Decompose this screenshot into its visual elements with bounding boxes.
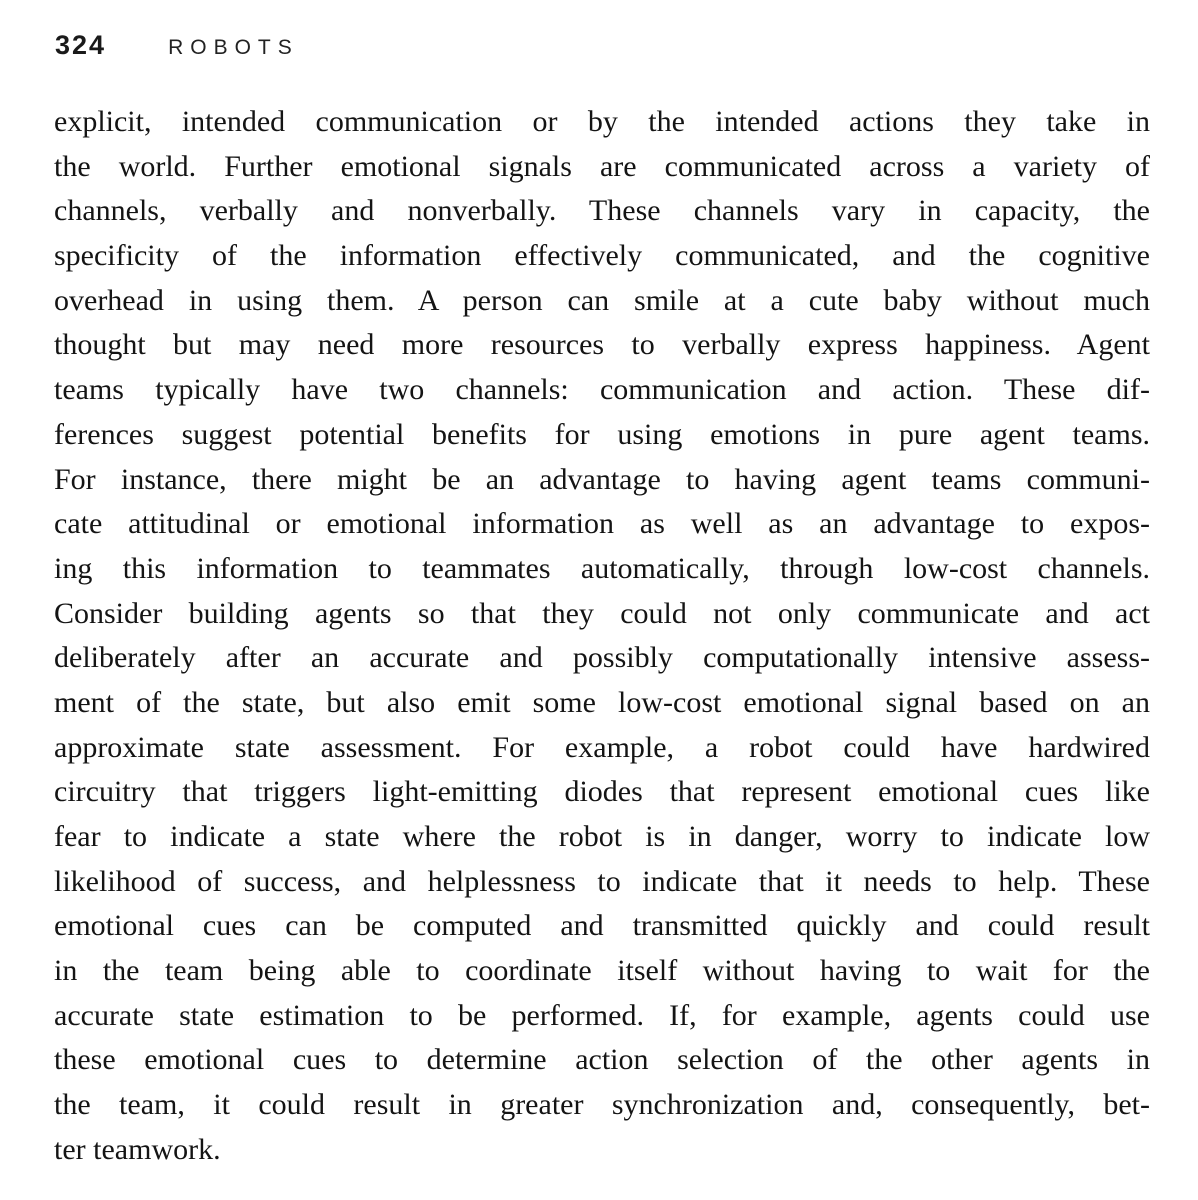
text-line: For instance, there might be an advantage to having agent teams communi- <box>54 462 1150 496</box>
running-header <box>55 30 299 61</box>
text-line: accurate state estimation to be performed. If, for example, agents could use <box>54 998 1150 1032</box>
text-line: approximate state assessment. For example, a robot could have hardwired <box>54 730 1150 764</box>
text-line: these emotional cues to determine action selection of the other agents in <box>54 1043 1150 1077</box>
text-line: explicit, intended communication or by the intended actions they take in <box>54 105 1150 138</box>
text-line: deliberately after an accurate and possibly computationally intensive assess- <box>54 641 1150 675</box>
text-line: the team, it could result in greater synchronization and, consequently, bet- <box>54 1088 1150 1122</box>
text-line: ter teamwork. <box>54 1132 221 1166</box>
text-line: ferences suggest potential benefits for using emotions in pure agent teams. <box>54 417 1150 451</box>
text-line: the world. Further emotional signals are communicated across a variety of <box>54 149 1150 183</box>
text-line: channels, verbally and nonverbally. These channels vary in capacity, the <box>54 194 1150 228</box>
text-line: fear to indicate a state where the robot is in danger, worry to indicate low <box>54 820 1150 853</box>
text-line: specificity of the information effectively communicated, and the cognitive <box>54 239 1150 273</box>
text-line: teams typically have two channels: communication and action. These dif- <box>54 373 1150 407</box>
text-line: thought but may need more resources to verbally express happiness. Agent <box>54 328 1150 362</box>
page-text <box>54 100 1150 1173</box>
text-line: ing this information to teammates automatically, through low-cost channels. <box>54 551 1150 585</box>
text-line: ment of the state, but also emit some low-cost emotional signal based on an <box>54 685 1150 719</box>
running-head-title: ROBOTS <box>168 36 299 59</box>
text-line: overhead in using them. A person can smile at a cute baby without much <box>54 283 1150 317</box>
text-line: emotional cues can be computed and transmitted quickly and could result <box>54 909 1150 943</box>
text-line: Consider building agents so that they could not only communicate and act <box>54 596 1150 630</box>
text-line: in the team being able to coordinate itself without having to wait for the <box>54 954 1150 988</box>
text-line: cate attitudinal or emotional information as well as an advantage to expos- <box>54 507 1150 541</box>
text-line: likelihood of success, and helplessness to indicate that it needs to help. These <box>54 864 1150 898</box>
text-line: circuitry that triggers light-emitting diodes that represent emotional cues like <box>54 775 1150 809</box>
page-number: 324 <box>55 30 107 60</box>
